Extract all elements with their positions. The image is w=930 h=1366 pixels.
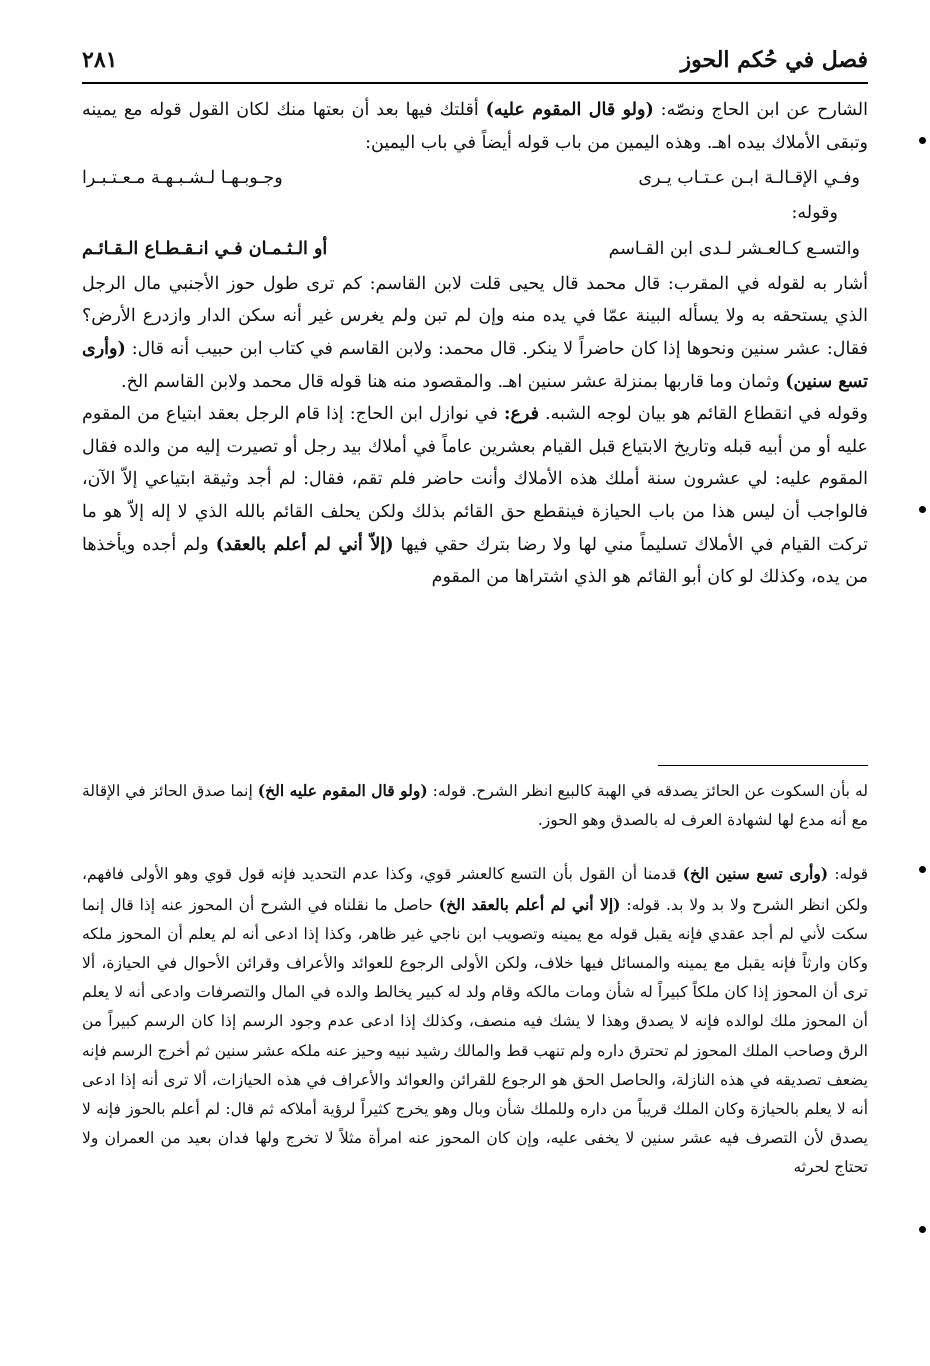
note-quote: (وأرى تسع سنين الخ) xyxy=(682,864,829,884)
quoted-matn: (ولو قال المقوم عليه) xyxy=(485,100,654,120)
note-1: له بأن السكوت عن الحائز يصدقه في الهبة كالبيع انظر الشرح. قوله: (ولو قال المقوم عليه الخ) إنما صدق الحائز في الإقالة مع أنه مدع لها لشهادة العرف له بالصدق وهو الحوز. xyxy=(82,781,868,830)
paragraph-1: الشارح عن ابن الحاج ونصّه: (ولو قال المقوم عليه) أقلتك فيها بعد أن بعتها منك لكان القول قوله مع يمينه وتبقى الأملاك بيده اهـ. وهذه اليمين من باب قوله أيضاً في باب اليمين: xyxy=(82,100,868,153)
verse-1-first-hemistich: وفـي الإقـالـة ابـن عـتـاب يـرى xyxy=(638,168,860,189)
verse-2-first-hemistich: والتسـع كـالعـشر لـدى ابن القـاسم xyxy=(608,238,860,259)
verse-intro-label: وقوله: xyxy=(791,203,838,224)
quoted-matn: (وأرى تسع سنين) xyxy=(82,338,868,392)
verse-2-second-hemistich: أو الـثـمـان فـي انـقـطـاع الـقـائـم xyxy=(82,238,328,259)
margin-mark xyxy=(919,137,926,144)
page-number: ٢٨١ xyxy=(82,47,118,73)
verse-1-second-hemistich: وجـوبـهـا لـشـبـهـة مـعـتـبـرا xyxy=(82,168,283,189)
verse-1 xyxy=(82,159,868,197)
running-title: فصل في حُكم الحوز xyxy=(680,47,868,73)
page-header xyxy=(82,38,868,84)
note-quote: (إلا أني لم أعلم بالعقد الخ) xyxy=(438,894,621,914)
far-label: فرع: xyxy=(504,404,539,425)
note-quote: (ولو قال المقوم عليه الخ) xyxy=(257,781,428,800)
margin-mark xyxy=(919,506,926,513)
quoted-oath: (إلاّ أني لم أعلم بالعقد) xyxy=(215,534,394,555)
margin-mark xyxy=(919,1226,926,1233)
verse-2 xyxy=(82,230,868,268)
margin-mark xyxy=(919,866,926,873)
paragraph-2: أشار به لقوله في المقرب: قال محمد قال يحيى قلت لابن القاسم: كم ترى طول حوز الأجنبي مال الرجل الذي يستحقه به ولا يسأله البينة عمّا في يده منه وإن لم تبن ولم يغرس غير أنه سكن الدار وازدرع الأرض؟ فقال: عشر سنين ونحوها إذا كان حاضراً لا ينكر. قال محمد: ولابن القاسم في كتاب ابن حبيب أنه قال: (وأرى تسع سنين) وثمان وما قاربها بمنزلة عشر سنين اهـ. والمقصود منه هنا قوله قال محمد ولابن القاسم الخ. xyxy=(82,273,868,392)
footnotes xyxy=(82,776,868,1183)
footnote-divider xyxy=(658,765,868,766)
main-text xyxy=(82,94,868,594)
note-2: قوله: (وأرى تسع سنين الخ) قدمنا أن القول بأن التسع كالعشر قوي، وكذا عدم التحديد فإنه قول قوي وهو الأولى فافهم، ولكن انظر الشرح ولا بد ولا بد. قوله: (إلا أني لم أعلم بالعقد الخ) حاصل ما نقلناه في الشرح أن المحوز عنه إذا قال إنما سكت لأني لم أجد عقدي فإنه يقبل قوله مع يمينه وتصويب ابن ناجي غير ظاهر، وكذا إذا ادعى أنه لم يعلم أن المحوز ملكه وكان وارثاً فإنه يقبل مع يمينه والمسائل فيها خلاف، ولكن الأولى الرجوع للعوائد والأعراف وقرائن الأحوال في الحيازة، ألا ترى أن المحوز إذا كان ملكاً كبيراً له شأن ومات مالكه وقام ولد له كبير يخالط والده في المال والتصرفات وادعى أنه لا يعلم أن المحوز ملك لوالده فإنه لا يصدق وهذا لا يشك فيه منصف، وكذلك إذا ادعى عدم وجود الرسم إذا كان الرسم كبيراً من الرق وصاحب الملك المحوز لم تحترق داره ولم تنهب قط والمالك رشيد نبيه وحيز عنه ملكه عشر سنين ثم أخرج الرسم فإنه يضعف تصديقه في هذه النازلة، والحاصل الحق هو الرجوع للقرائن والعوائد والأعراف في هذه الحيازات، ألا ترى أنه إذا ادعى أنه لا يعلم بالحيازة وكان الملك قريباً من داره وللملك شأن وبال وهو يخرج كثيراً لرؤية أملاكه ثم قال: لم أعلم بالحوز فإنه لا يصدق لأن التصرف فيه عشر سنين لا يخفى عليه، وإن كان المحوز عنه امرأة مثلاً لا تخرج ولها فدان بعيد من العمران ولا تحتاج لحرثه xyxy=(82,864,869,1177)
paragraph-3: وقوله في انقطاع القائم هو بيان لوجه الشبه. فرع: في نوازل ابن الحاج: إذا قام الرجل بعقد ابتياع من المقوم عليه أو من أبيه قبله وتاريخ الابتياع قبل القيام بعشرين عاماً في أملاك بيد رجل أو تصيرت إليه من والده فقال المقوم عليه: لي عشرون سنة أملك هذه الأملاك وأنت حاضر فلم تقم، فقال: لم أجد وثيقة ابتياعي إلاّ الآن، فالواجب أن ليس هذا من باب الحيازة فينقطع حق القائم بذلك ولكن يحلف القائم بالله الذي لا إله إلاّ هو ما تركت القيام في الأملاك تسليماً مني لها ولا رضا بترك حقي فيها (إلاّ أني لم أعلم بالعقد) ولم أجده ويأخذها من يده، وكذلك لو كان أبو القائم هو الذي اشتراها من المقوم xyxy=(82,404,868,588)
